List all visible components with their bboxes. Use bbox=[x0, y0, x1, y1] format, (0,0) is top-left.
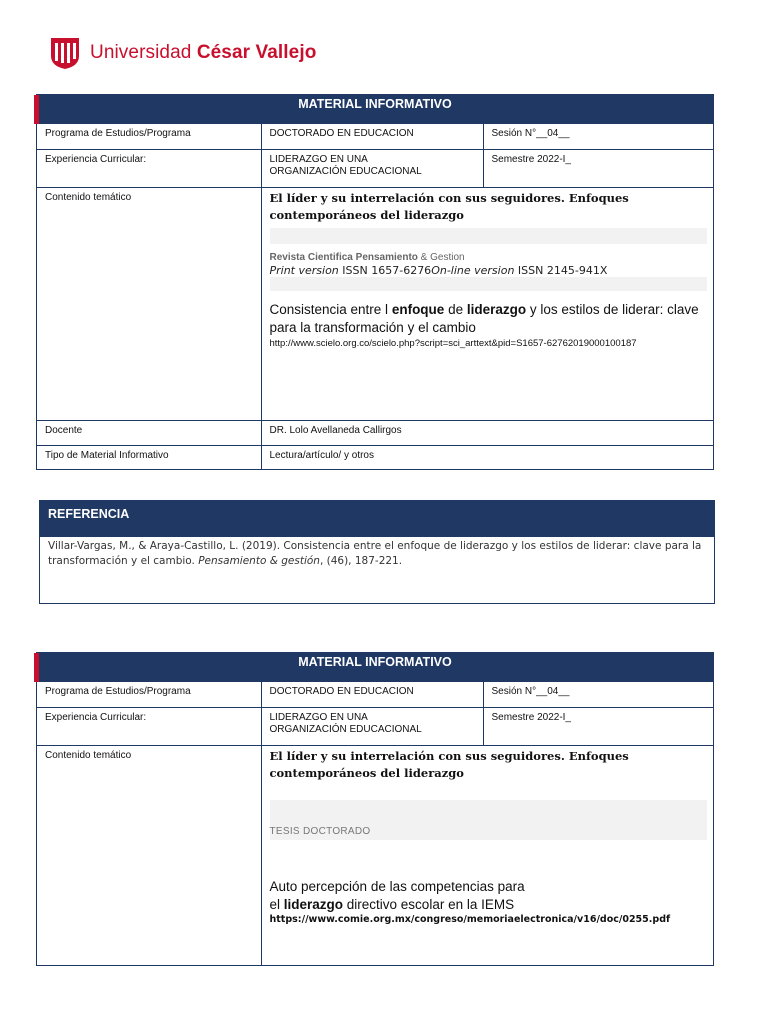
tesis-label: TESIS DOCTORADO bbox=[269, 825, 371, 837]
material-card-2 bbox=[36, 652, 714, 966]
tipo-label: Tipo de Material Informativo bbox=[37, 445, 261, 469]
issn-line: Print version ISSN 1657-6276On-line version ISSN 2145-941X bbox=[269, 263, 608, 277]
card-header: MATERIAL INFORMATIVO bbox=[37, 95, 713, 124]
referencia-header: REFERENCIA bbox=[40, 501, 714, 537]
contenido-label: Contenido temático bbox=[37, 745, 261, 965]
journal-name: Revista Cientifica Pensamiento & Gestion bbox=[269, 251, 465, 263]
accent-bar bbox=[34, 653, 39, 682]
programa-label: Programa de Estudios/Programa bbox=[37, 124, 261, 149]
experiencia-label: Experiencia Curricular: bbox=[37, 149, 261, 187]
article-title: Consistencia entre l enfoque de liderazgo y los estilos de liderar: clave para la transformación y el cambio bbox=[269, 301, 699, 335]
accent-bar bbox=[34, 95, 39, 124]
ucv-shield-icon bbox=[50, 36, 80, 70]
programa-value: DOCTORADO EN EDUCACION bbox=[261, 124, 483, 149]
article-title: Auto percepción de las competencias para el liderazgo directivo escolar en la IEMS bbox=[269, 878, 525, 912]
semestre-value: Semestre 2022-I_ bbox=[483, 707, 713, 745]
info-table bbox=[37, 682, 713, 965]
university-logo bbox=[50, 36, 316, 70]
contenido-cell bbox=[261, 745, 713, 965]
article-link[interactable]: https://www.comie.org.mx/congreso/memoriaelectronica/v16/doc/0255.pdf bbox=[269, 913, 671, 925]
article-link[interactable]: http://www.scielo.org.co/scielo.php?script=sci_arttext&pid=S1657-62762019000100187 bbox=[269, 337, 637, 349]
card-header: MATERIAL INFORMATIVO bbox=[37, 653, 713, 682]
content-title: El líder y su interrelación con sus seguidores. Enfoques contemporáneos del liderazgo bbox=[269, 748, 629, 780]
info-table bbox=[37, 124, 713, 469]
gray-band bbox=[270, 228, 708, 244]
contenido-cell bbox=[261, 187, 713, 420]
docente-label: Docente bbox=[37, 420, 261, 445]
material-card-1 bbox=[36, 94, 714, 470]
gray-band bbox=[270, 277, 708, 291]
gray-band bbox=[270, 800, 708, 840]
docente-value: DR. Lolo Avellaneda Callirgos bbox=[261, 420, 713, 445]
sesion-value: Sesión N°__04__ bbox=[483, 682, 713, 707]
university-name: Universidad César Vallejo bbox=[90, 42, 317, 63]
semestre-value: Semestre 2022-I_ bbox=[483, 149, 713, 187]
sesion-value: Sesión N°__04__ bbox=[483, 124, 713, 149]
contenido-label: Contenido temático bbox=[37, 187, 261, 420]
referencia-box bbox=[39, 500, 715, 604]
tipo-value: Lectura/artículo/ y otros bbox=[261, 445, 713, 469]
experiencia-label: Experiencia Curricular: bbox=[37, 707, 261, 745]
programa-value: DOCTORADO EN EDUCACION bbox=[261, 682, 483, 707]
experiencia-value: LIDERAZGO EN UNA ORGANIZACIÓN EDUCACIONAL bbox=[261, 149, 483, 187]
experiencia-value: LIDERAZGO EN UNA ORGANIZACIÓN EDUCACIONAL bbox=[261, 707, 483, 745]
content-title: El líder y su interrelación con sus seguidores. Enfoques contemporáneos del liderazgo bbox=[269, 190, 629, 222]
programa-label: Programa de Estudios/Programa bbox=[37, 682, 261, 707]
referencia-text: Villar-Vargas, M., & Araya-Castillo, L. (2019). Consistencia entre el enfoque de liderazgo y los estilos de liderar: clave para la transformación y el cambio. Pensamiento & gestión, (46), 187-221. bbox=[48, 540, 702, 567]
